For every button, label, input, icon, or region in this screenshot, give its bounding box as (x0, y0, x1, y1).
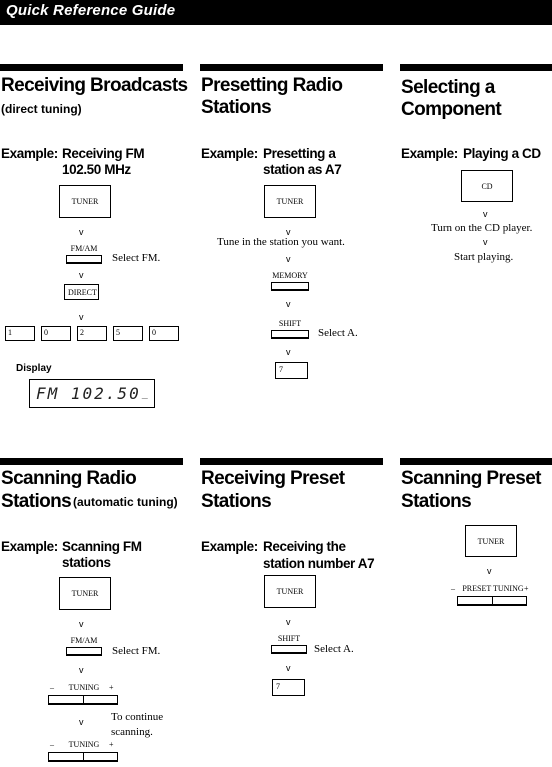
down-arrow-icon: v (79, 717, 84, 727)
shift-button[interactable] (271, 645, 307, 653)
section-subtitle: (direct tuning) (1, 102, 82, 116)
fmam-button[interactable] (66, 255, 102, 263)
fmam-label: FM/AM (70, 244, 98, 253)
section-title: Stations (401, 491, 472, 512)
section-title: Scanning Radio (1, 468, 137, 489)
tuning-label: TUNING (68, 740, 100, 749)
example-label: Example: (1, 539, 58, 554)
section-rule (200, 458, 383, 465)
page-title: Quick Reference Guide (6, 2, 176, 19)
preset-tuning-label: PRESET TUNING (462, 584, 524, 593)
section-rule (400, 64, 552, 71)
minus-label: – (50, 740, 54, 749)
example-text: 102.50 MHz (62, 162, 131, 177)
section-title: Scanning Preset (401, 468, 541, 489)
section-title: Selecting a (401, 77, 495, 98)
example-text: Presetting a (263, 146, 336, 161)
fmam-button[interactable] (66, 647, 102, 655)
instruction-text: Turn on the CD player. (431, 222, 533, 234)
minus-label: – (50, 683, 54, 692)
display-label: Display (16, 363, 52, 374)
shift-button[interactable] (271, 330, 309, 338)
digit-button[interactable]: 5 (113, 326, 143, 341)
display-value: FM 102.50 (36, 384, 141, 403)
frequency-display (29, 379, 155, 408)
down-arrow-icon: v (286, 663, 291, 673)
down-arrow-icon: v (286, 617, 291, 627)
down-arrow-icon: v (79, 312, 84, 322)
tuning-divider (492, 597, 493, 604)
section-title: Receiving Preset (201, 468, 345, 489)
tuner-button[interactable]: TUNER (264, 185, 316, 218)
down-arrow-icon: v (79, 619, 84, 629)
down-arrow-icon: v (483, 237, 488, 247)
example-label: Example: (201, 539, 258, 554)
instruction-text: Select A. (314, 643, 354, 655)
minus-label: – (451, 584, 455, 593)
instruction-text: Select FM. (112, 252, 161, 264)
section-title: Stations (1, 491, 72, 512)
plus-label: + (109, 740, 114, 749)
section-title: Stations (201, 97, 272, 118)
tuning-button[interactable] (48, 695, 118, 704)
down-arrow-icon: v (286, 299, 291, 309)
tuning-button[interactable] (48, 752, 118, 761)
example-label: Example: (401, 146, 458, 161)
section-rule (200, 64, 383, 71)
down-arrow-icon: v (79, 270, 84, 280)
tuning-divider (83, 696, 84, 703)
tuning-label: TUNING (68, 683, 100, 692)
fmam-label: FM/AM (70, 636, 98, 645)
digit-button[interactable]: 1 (5, 326, 35, 341)
example-text: Playing a CD (463, 146, 541, 161)
memory-button[interactable] (271, 282, 309, 290)
shift-label: SHIFT (277, 634, 301, 643)
digit-button[interactable]: 0 (149, 326, 179, 341)
plus-label: + (524, 584, 529, 593)
section-title: Component (401, 99, 502, 120)
section-title: Receiving Broadcasts (1, 75, 188, 96)
example-text: Receiving the (263, 539, 346, 554)
section-subtitle: (automatic tuning) (73, 495, 178, 509)
digit-button[interactable]: 0 (41, 326, 71, 341)
instruction-text: Start playing. (454, 251, 514, 263)
down-arrow-icon: v (286, 254, 291, 264)
down-arrow-icon: v (483, 209, 488, 219)
cd-button[interactable]: CD (461, 170, 513, 202)
example-text: station number A7 (263, 556, 375, 571)
example-text: Scanning FM (62, 539, 142, 554)
tuner-button[interactable]: TUNER (59, 185, 111, 218)
instruction-text: Select FM. (112, 645, 161, 657)
tuner-button[interactable]: TUNER (264, 575, 316, 608)
instruction-text: To continue (111, 711, 164, 723)
example-text: Receiving FM (62, 146, 145, 161)
shift-label: SHIFT (278, 319, 302, 328)
down-arrow-icon: v (487, 566, 492, 576)
example-text: stations (62, 555, 111, 570)
tuner-button[interactable]: TUNER (59, 577, 111, 610)
number-7-button[interactable]: 7 (272, 679, 305, 696)
preset-tuning-button[interactable] (457, 596, 527, 605)
number-7-button[interactable]: 7 (275, 362, 308, 379)
example-text: station as A7 (263, 162, 342, 177)
down-arrow-icon: v (286, 227, 291, 237)
down-arrow-icon: v (79, 665, 84, 675)
down-arrow-icon: v (79, 227, 84, 237)
section-title: Stations (201, 491, 272, 512)
section-rule (0, 458, 183, 465)
section-rule (0, 64, 183, 71)
tuner-button[interactable]: TUNER (465, 525, 517, 557)
down-arrow-icon: v (286, 347, 291, 357)
section-title: Presetting Radio (201, 75, 343, 96)
instruction-text: Tune in the station you want. (217, 236, 345, 248)
section-rule (400, 458, 552, 465)
example-label: Example: (201, 146, 258, 161)
digit-button[interactable]: 2 (77, 326, 107, 341)
plus-label: + (109, 683, 114, 692)
direct-button[interactable]: DIRECT (64, 284, 99, 300)
example-label: Example: (1, 146, 58, 161)
tuning-divider (83, 753, 84, 760)
instruction-text: scanning. (111, 726, 153, 738)
memory-label: MEMORY (272, 271, 308, 280)
display-cursor: _ (141, 388, 150, 399)
instruction-text: Select A. (318, 327, 358, 339)
